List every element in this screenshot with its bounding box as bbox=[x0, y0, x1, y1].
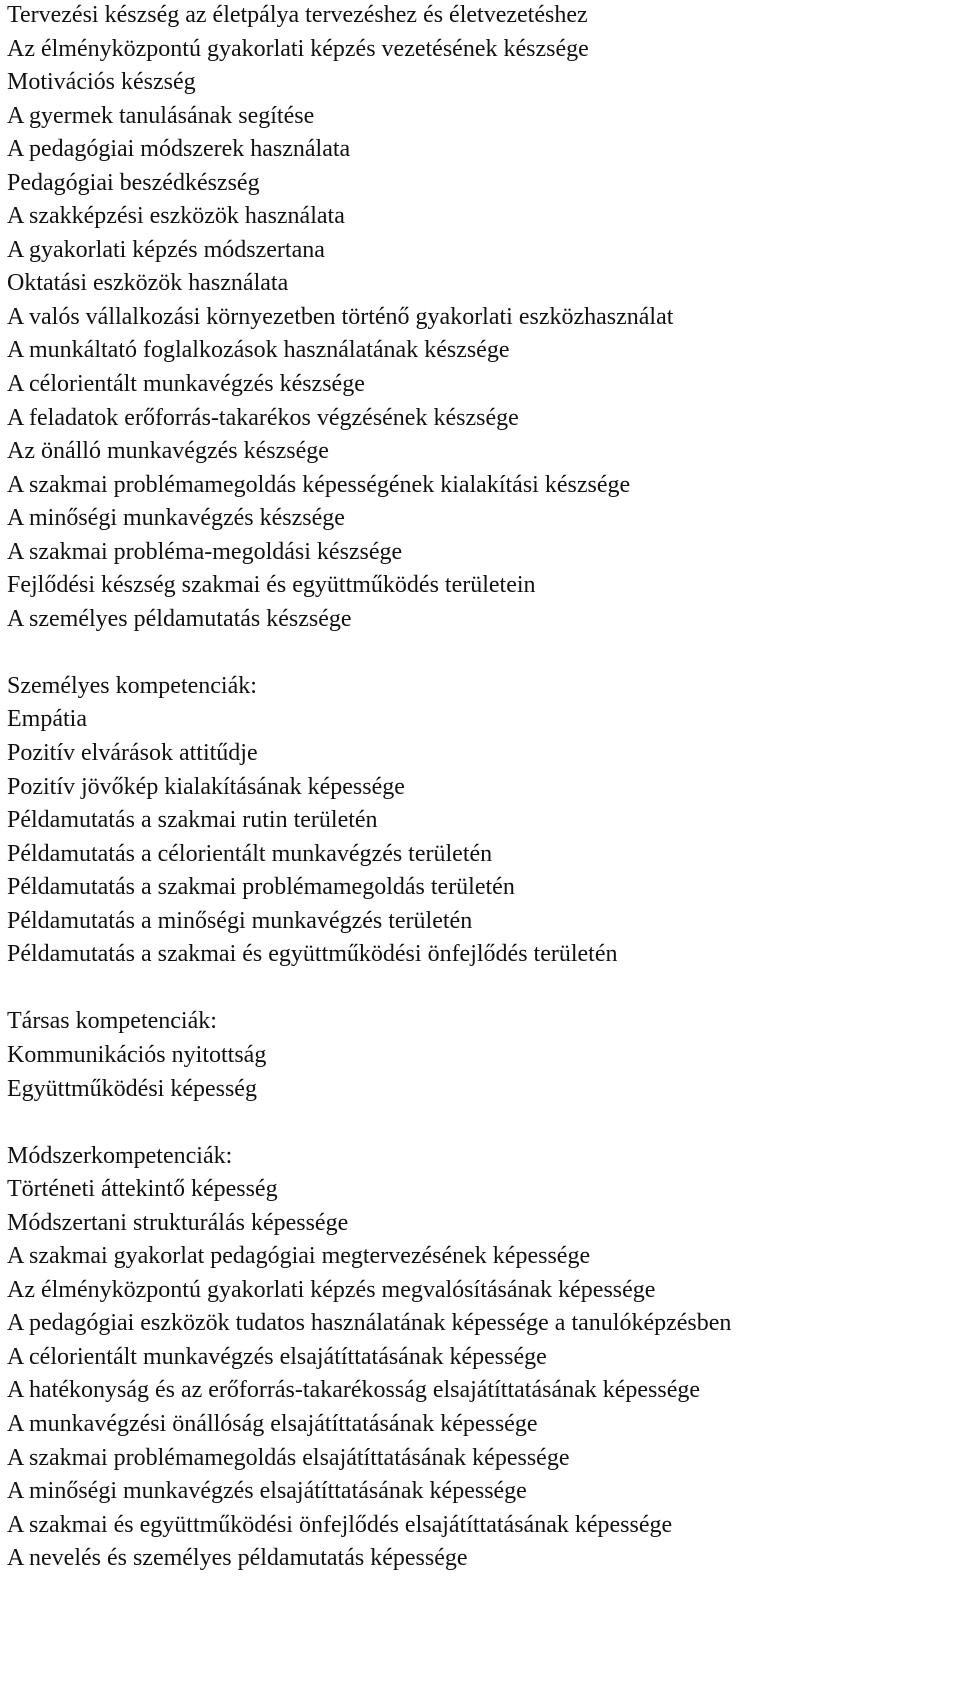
list-item: A szakmai probléma-megoldási készsége bbox=[7, 538, 403, 565]
list-item: A gyakorlati képzés módszertana bbox=[7, 236, 325, 263]
list-item: A nevelés és személyes példamutatás képessége bbox=[7, 1545, 468, 1572]
list-item: A célorientált munkavégzés elsajátíttatásának képessége bbox=[7, 1343, 547, 1370]
list-item: Példamutatás a szakmai problémamegoldás területén bbox=[7, 874, 515, 901]
section-spacer bbox=[7, 1106, 957, 1140]
list-item: Az élményközpontú gyakorlati képzés vezetésének készsége bbox=[7, 35, 589, 62]
list-item: Pedagógiai beszédkészség bbox=[7, 169, 260, 196]
list-item: A szakmai problémamegoldás képességének kialakítási készsége bbox=[7, 471, 631, 498]
list-item: Együttműködési képesség bbox=[7, 1075, 257, 1102]
list-item: Fejlődési készség szakmai és együttműködés területein bbox=[7, 572, 536, 599]
list-item: Empátia bbox=[7, 706, 87, 733]
section-heading: Társas kompetenciák: bbox=[7, 1008, 217, 1035]
list-item: A szakmai gyakorlat pedagógiai megtervezésének képessége bbox=[7, 1243, 591, 1270]
list-item: Pozitív elvárások attitűdje bbox=[7, 740, 258, 767]
list-item: A szakmai problémamegoldás elsajátíttatásának képessége bbox=[7, 1444, 570, 1471]
section-spacer bbox=[7, 972, 957, 1006]
list-item: Pozitív jövőkép kialakításának képessége bbox=[7, 773, 405, 800]
list-item: A célorientált munkavégzés készsége bbox=[7, 371, 365, 398]
list-item: A szakképzési eszközök használata bbox=[7, 203, 345, 230]
list-item: Motivációs készség bbox=[7, 69, 196, 96]
list-item: Tervezési készség az életpálya tervezéshez és életvezetéshez bbox=[7, 2, 588, 28]
list-item: A hatékonyság és az erőforrás-takarékosság elsajátíttatásának képessége bbox=[7, 1377, 701, 1404]
list-item: Példamutatás a szakmai és együttműködési önfejlődés területén bbox=[7, 941, 618, 968]
list-item: A feladatok erőforrás-takarékos végzésének készsége bbox=[7, 404, 519, 431]
list-item: A személyes példamutatás készsége bbox=[7, 605, 352, 632]
professional-competency-list bbox=[7, 0, 957, 636]
list-item: A munkavégzési önállóság elsajátíttatásának képessége bbox=[7, 1410, 538, 1437]
list-item: A szakmai és együttműködési önfejlődés elsajátíttatásának képessége bbox=[7, 1511, 673, 1538]
section-heading: Személyes kompetenciák: bbox=[7, 672, 257, 699]
list-item: A minőségi munkavégzés készsége bbox=[7, 505, 345, 532]
method-competencies-section bbox=[7, 1140, 957, 1576]
list-item: Példamutatás a szakmai rutin területén bbox=[7, 807, 378, 834]
list-item: Példamutatás a minőségi munkavégzés területén bbox=[7, 907, 473, 934]
list-item: Történeti áttekintő képesség bbox=[7, 1176, 278, 1203]
section-spacer bbox=[7, 636, 957, 670]
list-item: Módszertani strukturálás képessége bbox=[7, 1209, 349, 1236]
list-item: Oktatási eszközök használata bbox=[7, 270, 289, 297]
list-item: Az élményközpontú gyakorlati képzés megvalósításának képessége bbox=[7, 1276, 656, 1303]
list-item: A valós vállalkozási környezetben történő gyakorlati eszközhasználat bbox=[7, 303, 674, 330]
list-item: A pedagógiai eszközök tudatos használatának képessége a tanulóképzésben bbox=[7, 1310, 732, 1337]
list-item: Az önálló munkavégzés készsége bbox=[7, 438, 329, 465]
document-page bbox=[7, 0, 957, 1576]
social-competencies-section bbox=[7, 1005, 957, 1106]
list-item: A minőségi munkavégzés elsajátíttatásának képessége bbox=[7, 1478, 527, 1505]
list-item: A pedagógiai módszerek használata bbox=[7, 136, 351, 163]
list-item: Kommunikációs nyitottság bbox=[7, 1041, 267, 1068]
list-item: Példamutatás a célorientált munkavégzés területén bbox=[7, 840, 493, 867]
personal-competencies-section bbox=[7, 670, 957, 972]
section-heading: Módszerkompetenciák: bbox=[7, 1142, 233, 1169]
list-item: A munkáltató foglalkozások használatának készsége bbox=[7, 337, 510, 364]
list-item: A gyermek tanulásának segítése bbox=[7, 102, 315, 129]
